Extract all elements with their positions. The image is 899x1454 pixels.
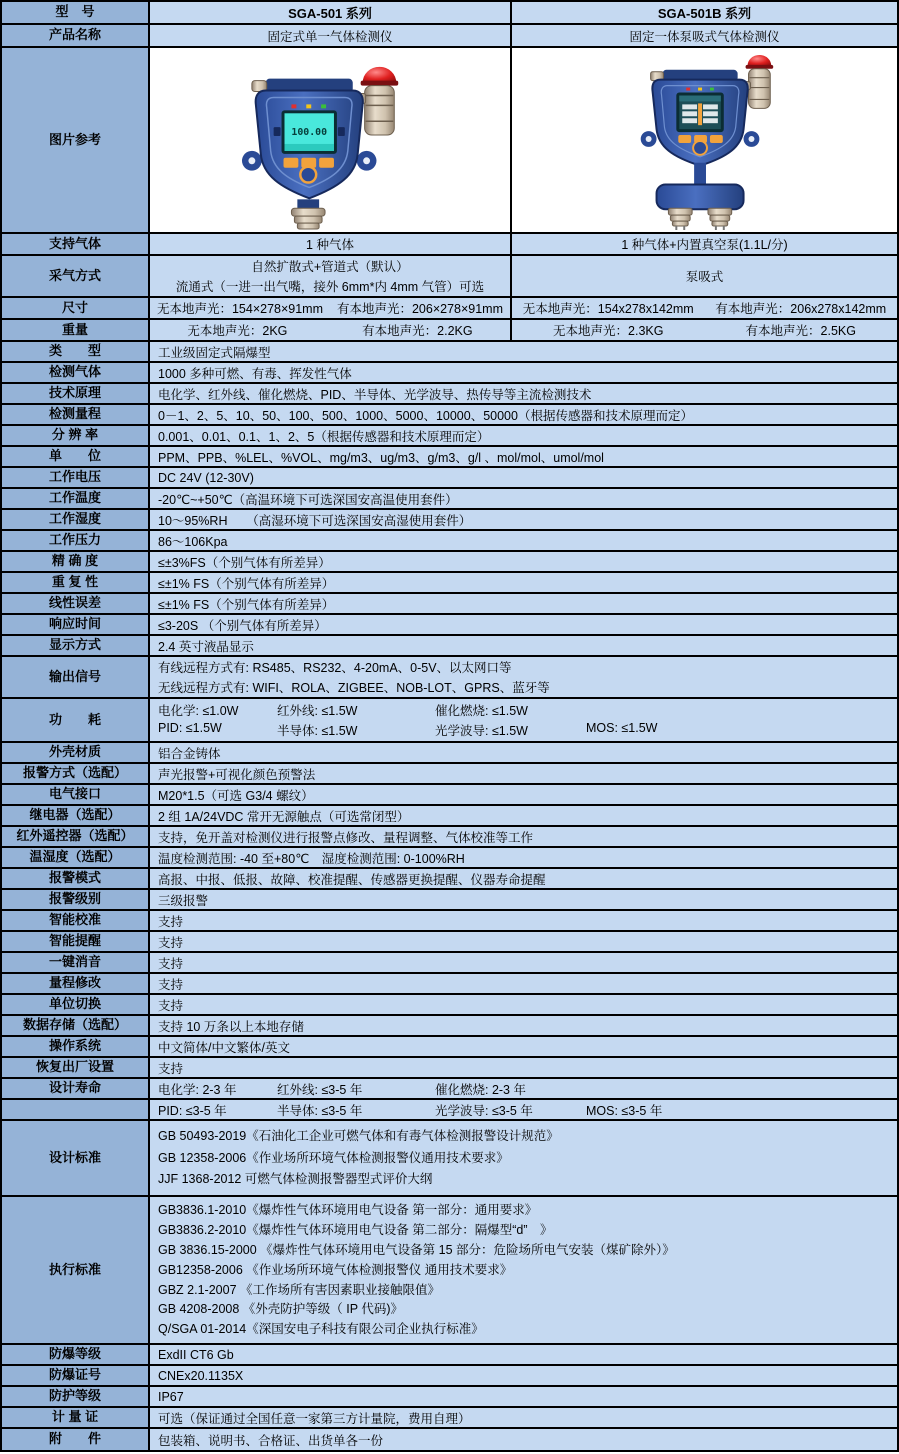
row-value: 10～95%RH （高湿环境下可选深国安高湿使用套件） [158, 513, 472, 528]
standard-line: GB3836.1-2010《爆炸性气体环境用电气设备 第一部分：通用要求》 [158, 1203, 538, 1218]
row-value: 支持 [158, 1061, 184, 1076]
life-item: 半导体: ≤3-5 年 [277, 1103, 363, 1118]
weight-with-alarm: 有本地声光：2.2KG [362, 324, 473, 338]
row-label: 防护等级 [2, 1387, 150, 1406]
row-label: 单 位 [2, 447, 150, 466]
sampling-method-2: 泵吸式 [685, 270, 724, 284]
design-standard-row [2, 1121, 897, 1197]
spec-row [2, 785, 897, 806]
row-label: 线性误差 [2, 594, 150, 613]
dims-no-alarm: 无本地声光：154x278x142mm [522, 302, 694, 316]
row-label: 重 复 性 [2, 573, 150, 592]
model-row [2, 2, 897, 25]
spec-row [2, 911, 897, 932]
sampling-method-1 [150, 256, 512, 296]
row-label: 输出信号 [2, 657, 150, 697]
row-label: 电气接口 [2, 785, 150, 804]
row-value: 包装箱、说明书、合格证、出货单各一份 [158, 1433, 384, 1448]
weight-row [2, 320, 897, 342]
row-label: 智能校准 [2, 911, 150, 930]
row-value: 工业级固定式隔爆型 [158, 345, 271, 360]
row-label: 设计寿命 [2, 1079, 150, 1098]
weight-with-alarm: 有本地声光：2.5KG [745, 324, 856, 338]
row-label: 精 确 度 [2, 552, 150, 571]
output-signal-row [2, 657, 897, 699]
spec-row [2, 869, 897, 890]
spec-row [2, 1058, 897, 1079]
row-label: 继电器（选配） [2, 806, 150, 825]
design-life-value-1 [150, 1079, 897, 1098]
row-value: ExdII CT6 Gb [158, 1347, 234, 1362]
row-value: ≤±3%FS（个别气体有所差异） [158, 555, 331, 570]
sampling-line-2: 流通式（一进一出气嘴，接外 6mm*内 4mm 气管）可选 [175, 279, 485, 294]
wireless-output-line: 无线远程方式有: WIFI、ROLA、ZIGBEE、NOB-LOT、GPRS、蓝牙等 [158, 680, 550, 695]
row-value: 铝合金铸体 [158, 746, 221, 761]
execution-standard-row [2, 1197, 897, 1345]
standard-line: GB 50493-2019《石油化工企业可燃气体和有毒气体检测报警设计规范》 [158, 1129, 559, 1144]
design-life-line-2 [158, 1101, 897, 1119]
spec-row [2, 1408, 897, 1429]
spec-row [2, 510, 897, 531]
spec-row [2, 743, 897, 764]
row-value: -20℃~+50℃（高温环境下可选深国安高温使用套件） [158, 492, 458, 507]
spec-row [2, 468, 897, 489]
device-image-sga501b [512, 48, 897, 232]
life-item: MOS: ≤3-5 年 [586, 1103, 663, 1118]
dims-with-alarm: 有本地声光：206×278×91mm [336, 302, 504, 316]
life-item: 光学波导: ≤3-5 年 [435, 1103, 533, 1118]
row-label: 功 耗 [2, 699, 150, 741]
spec-row [2, 363, 897, 384]
device-image-sga501 [150, 48, 512, 232]
weight-no-alarm: 无本地声光：2.3KG [553, 324, 664, 338]
row-label: 防爆证号 [2, 1366, 150, 1385]
spec-row [2, 573, 897, 594]
wired-output-line: 有线远程方式有: RS485、RS232、4-20mA、0-5V、以太网口等 [158, 661, 512, 676]
row-label: 工作电压 [2, 468, 150, 487]
row-label: 尺寸 [2, 298, 150, 318]
spec-row [2, 1037, 897, 1058]
row-label: 报警级别 [2, 890, 150, 909]
sampling-line-1: 自然扩散式+管道式（默认） [251, 260, 409, 275]
row-label: 工作温度 [2, 489, 150, 508]
row-value: IP67 [158, 1389, 184, 1404]
supported-gas-row [2, 234, 897, 256]
row-value: ≤3-20S （个别气体有所差异） [158, 618, 327, 633]
row-value: 电化学、红外线、催化燃烧、PID、半导体、光学波导、热传导等主流检测技术 [158, 387, 592, 402]
row-label-empty [2, 1100, 150, 1119]
row-value: 三级报警 [158, 893, 209, 908]
row-label: 检测量程 [2, 405, 150, 424]
row-value: CNEx20.1135X [158, 1368, 244, 1383]
standard-line: GB 4208-2008 《外壳防护等级（ IP 代码)》 [158, 1302, 403, 1317]
row-value: PPM、PPB、%LEL、%VOL、mg/m3、ug/m3、g/m3、g/l 、mol/mol、umol/mol [158, 450, 604, 465]
row-value: ≤±1% FS（个别气体有所差异） [158, 597, 335, 612]
spec-row [2, 447, 897, 468]
spec-row [2, 848, 897, 869]
design-life-value-2 [150, 1100, 897, 1119]
row-label: 计 量 证 [2, 1408, 150, 1427]
row-value: 支持 [158, 956, 184, 971]
spec-row [2, 1016, 897, 1037]
power-item: MOS: ≤1.5W [586, 721, 658, 735]
power-item: 半导体: ≤1.5W [277, 724, 358, 738]
spec-row [2, 615, 897, 636]
row-value: ≤±1% FS（个别气体有所差异） [158, 576, 335, 591]
row-label: 类 型 [2, 342, 150, 361]
dimensions-row [2, 298, 897, 320]
row-label: 附 件 [2, 1429, 150, 1450]
spec-row [2, 384, 897, 405]
row-label: 红外遥控器（选配） [2, 827, 150, 846]
spec-row [2, 1366, 897, 1387]
power-item: PID: ≤1.5W [158, 721, 222, 735]
image-reference-row [2, 48, 897, 234]
row-label: 技术原理 [2, 384, 150, 403]
product-name-2: 固定一体泵吸式气体检测仪 [629, 29, 780, 44]
row-label: 分 辨 率 [2, 426, 150, 445]
power-consumption-value [150, 699, 897, 741]
supported-gas-1: 1 种气体 [150, 234, 512, 254]
row-label: 温湿度（选配） [2, 848, 150, 867]
spec-row [2, 552, 897, 573]
standard-line: GB 3836.15-2000 《爆炸性气体环境用电气设备第 15 部分：危险场所电气安装（煤矿除外）》 [158, 1242, 675, 1257]
row-label: 工作压力 [2, 531, 150, 550]
life-item: 电化学: 2-3 年 [158, 1082, 237, 1097]
dims-no-alarm: 无本地声光：154×278×91mm [156, 302, 324, 316]
row-label: 采气方式 [2, 256, 150, 296]
spec-row [2, 764, 897, 785]
spec-row [2, 594, 897, 615]
row-value: 支持，免开盖对检测仪进行报警点修改、量程调整、气体校准等工作 [158, 830, 534, 845]
dimensions-1 [150, 298, 512, 318]
row-label: 防爆等级 [2, 1345, 150, 1364]
row-value: 高报、中报、低报、故障、校准提醒、传感器更换提醒、仪器寿命提醒 [158, 872, 546, 887]
power-consumption-row [2, 699, 897, 743]
row-value: 声光报警+可视化颜色预警法 [158, 767, 316, 782]
row-value: 2.4 英寸液晶显示 [158, 639, 254, 654]
pump-gas-detector-illustration [590, 50, 820, 230]
row-label: 执行标准 [2, 1197, 150, 1343]
row-label: 操作系统 [2, 1037, 150, 1056]
product-name-row [2, 25, 897, 48]
row-label: 报警模式 [2, 869, 150, 888]
row-value: 中文简体/中文繁体/英文 [158, 1040, 290, 1055]
standard-line: GBZ 2.1-2007 《工作场所有害因素职业接触限值》 [158, 1282, 440, 1297]
row-value: DC 24V (12-30V) [158, 470, 254, 485]
row-label: 工作湿度 [2, 510, 150, 529]
power-item: 催化燃烧: ≤1.5W [435, 704, 528, 718]
spec-row [2, 890, 897, 911]
svg-text:100.00: 100.00 [291, 127, 328, 139]
row-value: 1000 多种可燃、有毒、挥发性气体 [158, 366, 352, 381]
row-label: 恢复出厂设置 [2, 1058, 150, 1077]
spec-row [2, 974, 897, 995]
standard-line: Q/SGA 01-2014《深国安电子科技有限公司企业执行标准》 [158, 1322, 484, 1337]
life-item: 红外线: ≤3-5 年 [277, 1082, 363, 1097]
row-label: 一键消音 [2, 953, 150, 972]
spec-row [2, 995, 897, 1016]
spec-row [2, 489, 897, 510]
gas-detector-illustration [215, 50, 445, 230]
row-label: 外壳材质 [2, 743, 150, 762]
row-value: 支持 10 万条以上本地存储 [158, 1019, 304, 1034]
weight-1 [150, 320, 512, 340]
power-line-2 [158, 721, 897, 739]
row-label: 数据存储（选配） [2, 1016, 150, 1035]
dimensions-2 [512, 298, 897, 318]
row-value: 支持 [158, 977, 184, 992]
row-value: M20*1.5（可选 G3/4 螺纹） [158, 788, 314, 803]
power-item: 电化学: ≤1.0W [158, 704, 239, 718]
row-label: 量程修改 [2, 974, 150, 993]
sampling-method-row [2, 256, 897, 298]
spec-row [2, 953, 897, 974]
row-label: 支持气体 [2, 234, 150, 254]
spec-row [2, 426, 897, 447]
spec-row [2, 806, 897, 827]
product-name-1: 固定式单一气体检测仪 [150, 25, 512, 46]
row-label: 产品名称 [2, 25, 150, 46]
row-label: 单位切换 [2, 995, 150, 1014]
row-value: 支持 [158, 998, 184, 1013]
life-item: 催化燃烧: 2-3 年 [435, 1082, 526, 1097]
design-standard-value [150, 1121, 897, 1195]
row-label: 显示方式 [2, 636, 150, 655]
spec-row [2, 932, 897, 953]
weight-2 [512, 320, 897, 340]
series2-name: SGA-501B 系列 [657, 6, 752, 21]
row-value: 86～106Kpa [158, 534, 228, 549]
spec-row [2, 827, 897, 848]
row-value: 支持 [158, 914, 184, 929]
power-item: 光学波导: ≤1.5W [435, 724, 528, 738]
spec-row [2, 405, 897, 426]
row-label: 响应时间 [2, 615, 150, 634]
row-label: 重量 [2, 320, 150, 340]
row-value: 2 组 1A/24VDC 常开无源触点（可选常闭型） [158, 809, 410, 824]
weight-no-alarm: 无本地声光：2KG [187, 324, 288, 338]
standard-line: GB3836.2-2010《爆炸性气体环境用电气设备 第二部分：隔爆型“d” 》 [158, 1223, 553, 1238]
power-item: 红外线: ≤1.5W [277, 704, 358, 718]
row-label: 型 号 [2, 2, 150, 23]
design-life-row-2 [2, 1100, 897, 1121]
design-life-row [2, 1079, 897, 1100]
standard-line: JJF 1368-2012 可燃气体检测报警器型式评价大纲 [158, 1172, 433, 1187]
row-value: 温度检测范围: -40 至+80℃ 湿度检测范围: 0-100%RH [158, 851, 465, 866]
series1-name: SGA-501 系列 [150, 2, 512, 23]
row-label: 检测气体 [2, 363, 150, 382]
standard-line: GB12358-2006 《作业场所环境气体检测报警仪 通用技术要求》 [158, 1262, 513, 1277]
row-value: 可选（保证通过全国任意一家第三方计量院，费用自理） [158, 1411, 471, 1426]
supported-gas-2: 1 种气体+内置真空泵(1.1L/分) [621, 238, 788, 252]
spec-row [2, 1429, 897, 1450]
spec-row [2, 636, 897, 657]
spec-row [2, 531, 897, 552]
spec-row [2, 342, 897, 363]
spec-row [2, 1387, 897, 1408]
row-label: 图片参考 [2, 48, 150, 232]
design-life-line-1 [158, 1080, 897, 1098]
row-label: 智能提醒 [2, 932, 150, 951]
spec-row [2, 1345, 897, 1366]
row-value: 0.001、0.01、0.1、1、2、5（根据传感器和技术原理而定） [158, 429, 490, 444]
output-signal-value [150, 657, 897, 697]
power-line-1 [158, 701, 897, 719]
life-item: PID: ≤3-5 年 [158, 1103, 227, 1118]
row-value: 支持 [158, 935, 184, 950]
standard-line: GB 12358-2006《作业场所环境气体检测报警仪通用技术要求》 [158, 1150, 509, 1165]
row-label: 报警方式（选配） [2, 764, 150, 783]
execution-standard-value [150, 1197, 897, 1343]
dims-with-alarm: 有本地声光：206x278x142mm [715, 302, 887, 316]
row-value: 0－1、2、5、10、50、100、500、1000、5000、10000、50000（根据传感器和技术原理而定） [158, 408, 693, 423]
row-label: 设计标准 [2, 1121, 150, 1195]
